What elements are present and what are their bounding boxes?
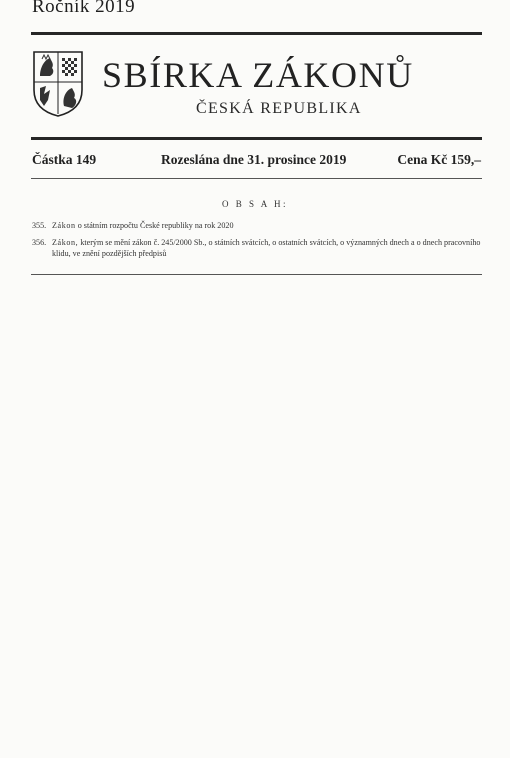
- volume-year: Ročník 2019: [32, 0, 136, 17]
- entry-text: [52, 220, 484, 231]
- entry-type: Zákon,: [52, 238, 79, 247]
- contents-list: [32, 220, 484, 265]
- entry-text: [52, 237, 484, 259]
- entry-description: o státním rozpočtu České republiky na rok 2020: [77, 221, 234, 230]
- entry-number: 356.: [32, 238, 47, 247]
- issue-part: Částka 149: [32, 152, 97, 167]
- header-rule: [31, 137, 482, 140]
- entry-type: Zákon: [52, 221, 76, 230]
- contents-heading: O B S A H:: [221, 199, 288, 209]
- publication-title: SBÍRKA ZÁKONŮ: [102, 55, 414, 95]
- issue-price: Cena Kč 159,–: [397, 152, 481, 167]
- entry-description: kterým se mění zákon č. 245/2000 Sb., o státních svátcích, o ostatních svátcích, o významných dnech a o dnech pracovního klidu, ve znění pozdějších předpisů: [52, 238, 481, 258]
- publication-subtitle: ČESKÁ REPUBLIKA: [196, 100, 362, 117]
- dispatch-date: Rozeslána dne 31. prosince 2019: [161, 152, 347, 167]
- list-item: [32, 237, 484, 259]
- list-item: [32, 220, 484, 231]
- entry-number: 355.: [32, 221, 47, 230]
- meta-rule: [31, 178, 482, 179]
- top-rule: [31, 32, 482, 35]
- state-emblem-icon: [32, 50, 84, 118]
- contents-end-rule: [31, 274, 482, 275]
